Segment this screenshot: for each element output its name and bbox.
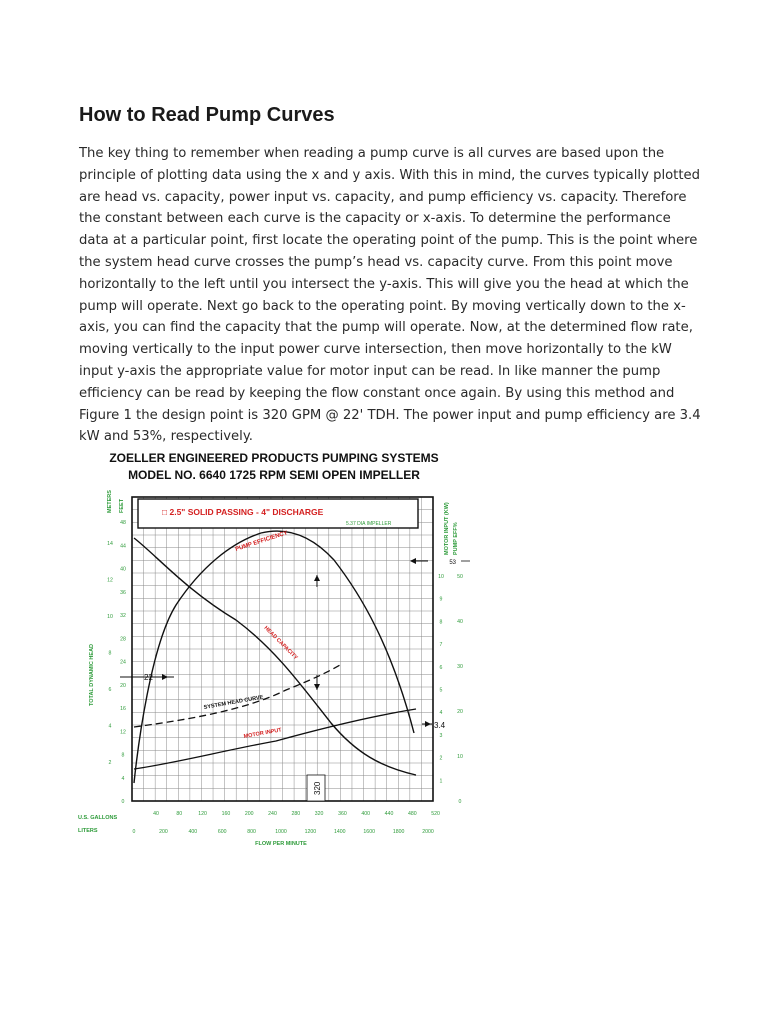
eff-tick-label: 30 <box>457 664 463 670</box>
eff-tick-label: 20 <box>457 709 463 715</box>
lpm-tick-label: 1000 <box>275 829 287 835</box>
kw-tick-label: 10 <box>438 574 444 580</box>
feet-tick-label: 20 <box>120 682 126 689</box>
body-paragraph: The key thing to remember when reading a pump curve is all curves are based upon the principle of plotting data using the x and y axis. With this in mind, the curves typically plotted are head vs. capacity, power input vs. capacity, and pump efficiency vs. capacity. Therefore the constant between each curve is the capacity or x-axis. To determine the performance data at a particular point, first locate the operating point of the pump. This is the point where the system head curve crosses the pump’s head vs. capacity curve. From this point move horizontally to the left until you intersect the y-axis. This will give you the head at which the pump will operate. Next go back to the operating point. By moving vertically down to the x-axis, you can find the capacity that the pump will operate. Now, at the determined flow rate, moving vertically to the input power curve intersection, then move horizontally to the kW input y-axis the appropriate value for motor input can be read. In like manner the pump efficiency can be read by keeping the flow constant once again. By using this method and Figure 1 the design point is 320 GPM @ 22' TDH. The power input and pump efficiency are 3.4 kW and 53%, respectively. <box>79 146 701 445</box>
system-head-label: SYSTEM HEAD CURVE <box>203 694 264 711</box>
feet-tick-label: 48 <box>120 520 126 526</box>
feet-tick-label: 28 <box>120 636 126 643</box>
feet-tick-label: 24 <box>120 659 126 666</box>
figure-title-line1: ZOELLER ENGINEERED PRODUCTS PUMPING SYSTEMS <box>109 451 439 465</box>
eff-up-arrow-icon <box>314 575 320 581</box>
head-capacity-curve <box>134 538 416 775</box>
kw-tick-label: 2 <box>439 755 443 762</box>
pump-curve-chart <box>76 445 476 850</box>
lpm-tick-label: 2000 <box>422 829 434 835</box>
gpm-tick-label: 280 <box>291 811 301 817</box>
eff-tick-label: 10 <box>457 754 463 760</box>
kw-tick-label: 8 <box>439 619 443 626</box>
head-arrow-icon <box>162 674 168 680</box>
kw-tick-label: 5 <box>439 687 443 694</box>
kw-tick-label: 9 <box>439 596 443 603</box>
lpm-tick-label: 1800 <box>392 829 405 835</box>
eff-tick-label: 40 <box>457 619 463 625</box>
gpm-tick-label: 80 <box>176 811 183 817</box>
feet-tick-label: 44 <box>120 543 126 550</box>
figure-title-line2: MODEL NO. 6640 1725 RPM SEMI OPEN IMPELLER <box>128 468 420 482</box>
feet-tick-label: 36 <box>120 589 126 596</box>
gpm-tick-label: 160 <box>221 811 231 817</box>
gpm-tick-label: 400 <box>361 811 371 817</box>
lpm-tick-label: 0 <box>132 829 136 835</box>
power-marker-value: 3.4 <box>434 721 446 730</box>
pump-efficiency-curve <box>134 531 414 783</box>
page-title: How to Read Pump Curves <box>79 104 335 126</box>
lpm-tick-label: 1600 <box>363 829 375 835</box>
discharge-label: □ 2.5" SOLID PASSING - 4" DISCHARGE <box>162 507 324 517</box>
eff-left-arrow-icon <box>410 558 416 564</box>
lpm-tick-label: 1400 <box>334 829 346 835</box>
kw-tick-label: 7 <box>439 642 443 649</box>
meter-tick-label: 14 <box>107 541 113 547</box>
meter-tick-label: 8 <box>108 650 112 657</box>
lpm-tick-label: 200 <box>159 829 168 835</box>
pump-efficiency-label: PUMP EFFICIENCY <box>234 530 289 553</box>
axis-feet-label: FEET <box>119 498 125 513</box>
lpm-tick-label: 400 <box>188 829 198 835</box>
feet-tick-label: 16 <box>120 706 126 712</box>
kw-tick-label: 1 <box>439 778 443 785</box>
gpm-tick-label: 480 <box>407 811 417 817</box>
gpm-tick-label: 360 <box>338 811 347 817</box>
right-axis-eff-label: PUMP EFF% <box>453 522 459 555</box>
meter-tick-label: 6 <box>108 687 112 693</box>
left-axis-title: TOTAL DYNAMIC HEAD <box>89 643 95 707</box>
feet-tick-label: 8 <box>121 752 125 759</box>
kw-tick-label: 4 <box>439 710 443 717</box>
head-marker-value: 22 <box>144 673 153 682</box>
eff-tick-label: 0 <box>458 799 462 805</box>
meter-tick-label: 4 <box>108 723 112 730</box>
feet-tick-label: 4 <box>121 775 125 782</box>
gpm-tick-label: 240 <box>268 811 277 817</box>
feet-tick-label: 40 <box>120 566 126 573</box>
power-arrow-icon <box>425 721 431 727</box>
motor-input-label: MOTOR INPUT <box>243 727 283 740</box>
gpm-tick-label: 520 <box>431 811 440 817</box>
axis-meters-label: METERS <box>107 490 113 513</box>
right-axis-motor-label: MOTOR INPUT (KW) <box>444 502 450 555</box>
lpm-tick-label: 1200 <box>304 829 317 835</box>
gpm-tick-label: 120 <box>198 811 207 817</box>
feet-tick-label: 32 <box>120 613 126 619</box>
x-label-liters: LITERS <box>78 828 98 834</box>
head-capacity-label: HEAD CAPACITY <box>262 625 299 662</box>
eff-marker-value: 53 <box>449 560 456 566</box>
feet-tick-label: 0 <box>121 799 125 805</box>
gpm-tick-label: 200 <box>244 811 254 817</box>
lpm-tick-label: 800 <box>247 829 256 835</box>
gpm-tick-label: 320 <box>314 811 324 817</box>
impeller-label: 5.37 DIA IMPELLER <box>346 521 392 527</box>
gpm-tick-label: 40 <box>153 811 159 817</box>
gpm-tick-label: 440 <box>384 811 394 817</box>
kw-tick-label: 6 <box>439 664 443 671</box>
feet-tick-label: 12 <box>120 729 126 736</box>
flow-marker-value: 320 <box>313 781 322 795</box>
meter-tick-label: 12 <box>107 577 113 584</box>
x-axis-title: FLOW PER MINUTE <box>255 841 307 847</box>
meter-tick-label: 10 <box>107 614 113 620</box>
eff-tick-label: 50 <box>457 574 463 580</box>
meter-tick-label: 2 <box>108 760 112 766</box>
kw-tick-label: 3 <box>439 732 443 739</box>
pump-curve-figure <box>76 445 476 850</box>
x-label-gallons: U.S. GALLONS <box>78 815 118 821</box>
lpm-tick-label: 600 <box>217 829 227 835</box>
